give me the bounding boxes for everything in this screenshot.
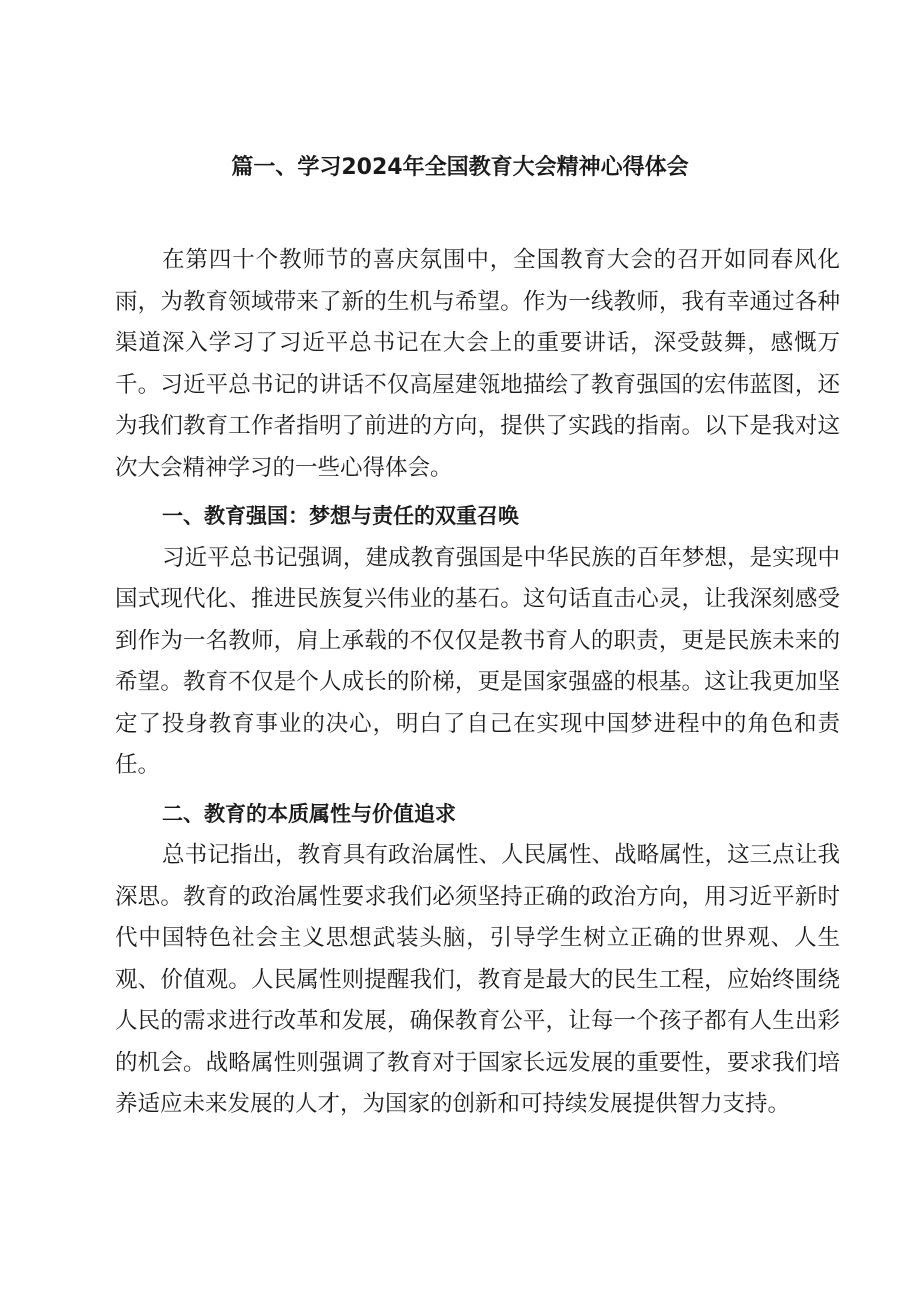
spacer: [115, 489, 840, 496]
document-body: [115, 240, 840, 1126]
section-2-heading: 二、教育的本质属性与价值追求: [162, 801, 456, 826]
section-1-heading: 一、教育强国：梦想与责任的双重召唤: [162, 504, 519, 528]
section-2-paragraph: 总书记指出，教育具有政治属性、人民属性、战略属性，这三点让我深思。教育的政治属性要求我们必须坚持正确的政治方向，用习近平新时代中国特色社会主义思想武装头脑，引导学生树立正确的世界观、人生观、价值观。人民属性则提醒我们，教育是最大的民生工程，应始终围绕人民的需求进行改革和发展，确保教育公平，让每一个孩子都有人生出彩的机会。战略属性则强调了教育对于国家长远发展的重要性，要求我们培养适应未来发展的人才，为国家的创新和可持续发展提供智力支持。: [115, 842, 840, 1117]
intro-paragraph: 在第四十个教师节的喜庆氛围中，全国教育大会的召开如同春风化雨，为教育领域带来了新的生机与希望。作为一线教师，我有幸通过各种渠道深入学习了习近平总书记在大会上的重要讲话，深受鼓舞，感慨万千。习近平总书记的讲话不仅高屋建瓴地描绘了教育强国的宏伟蓝图，还为我们教育工作者指明了前进的方向，提供了实践的指南。以下是我对这次大会精神学习的一些心得体会。: [115, 247, 840, 481]
spacer: [115, 787, 840, 794]
document-title: 篇一、学习2024年全国教育大会精神心得体会: [231, 155, 689, 180]
section-1-paragraph: 习近平总书记强调，建成教育强国是中华民族的百年梦想，是实现中国式现代化、推进民族复兴伟业的基石。这句话直击心灵，让我深刻感受到作为一名教师，肩上承载的不仅仅是教书育人的职责，更是民族未来的希望。教育不仅是个人成长的阶梯，更是国家强盛的根基。这让我更加坚定了投身教育事业的决心，明白了自己在实现中国梦进程中的角色和责任。: [115, 544, 840, 778]
